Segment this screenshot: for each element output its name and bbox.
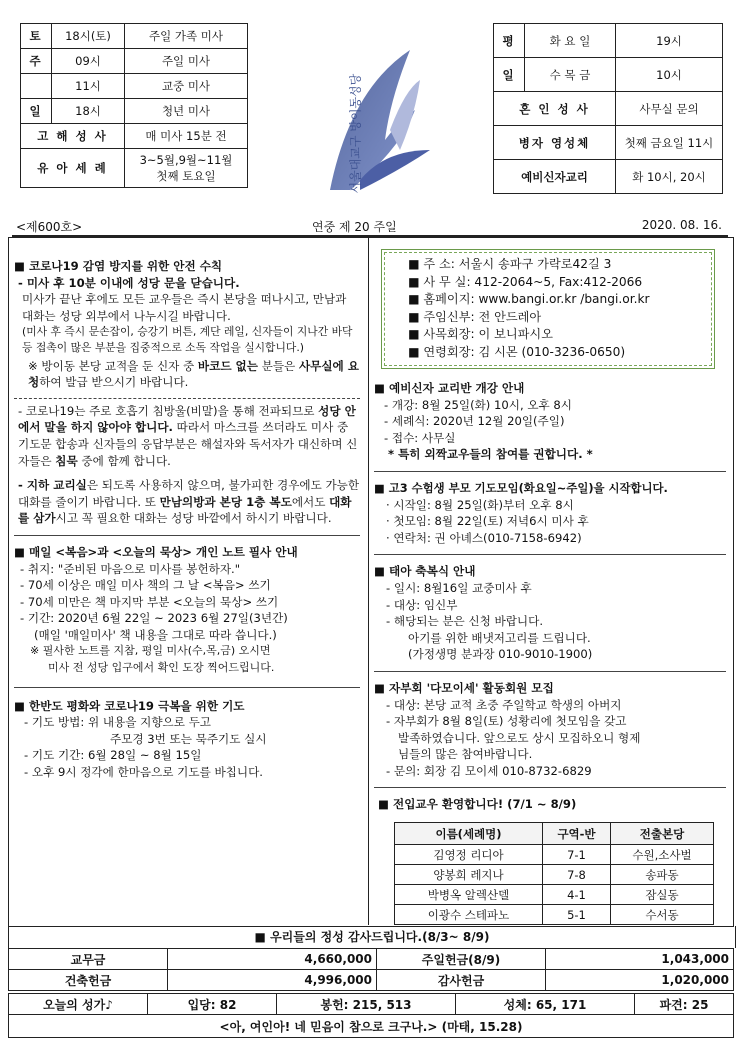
finance-label: 주일헌금(8/9) <box>377 949 546 970</box>
covid-p3-text: 중에 함께 합니다. <box>77 453 171 468</box>
right-column <box>374 380 726 813</box>
parish-address: ■ 주 소: 서울시 송파구 가락로42길 3 <box>408 257 612 271</box>
parish-pastor: ■ 주임신부: 전 안드레아 <box>408 309 542 324</box>
peace-prayer-line: - 기도 기간: 6월 28일 ~ 8월 15일 <box>24 748 202 763</box>
schedule-mass: 주일 가족 미사 <box>125 24 248 49</box>
schedule-mass: 교중 미사 <box>125 74 248 99</box>
transfer-parish: 송파동 <box>611 865 714 885</box>
covid-p4-text: 은 되도록 사용하지 않으며, 불가피한 경우에도 가능한 대화를 줄이기 바랍니다. 또 <box>18 478 360 509</box>
fathers-club-title: ■ 자부회 '다모이세' 활동회원 모집 <box>374 680 554 695</box>
transfer-name: 박병옥 알렉산델 <box>395 885 543 905</box>
catechumen-label: 예비신자교리 <box>494 160 616 194</box>
covid-note-bold: 사무실에 요청 <box>28 358 359 390</box>
weekday-label-1: 평 <box>494 24 525 58</box>
peace-prayer-line <box>24 764 360 781</box>
transfer-title: ■ 전입교우 환영합니다! (7/1 ~ 8/9) <box>378 797 577 812</box>
divider <box>374 554 726 555</box>
note-line: - 70세 미만은 책 마지막 부분 <오늘의 묵상> 쓰기 <box>20 594 279 609</box>
baby-blessing-line: 아기를 위한 배냇저고리를 드립니다. <box>408 630 591 645</box>
schedule-time: 18시 <box>52 99 125 124</box>
transfer-header: 이름(세례명) <box>395 823 543 845</box>
covid-barcode-note <box>28 358 360 391</box>
confession-label: 고 해 성 사 <box>21 124 125 149</box>
peace-prayer-title: ■ 한반도 평화와 코로나19 극복을 위한 기도 <box>14 698 245 713</box>
weekday-time: 10시 <box>616 58 723 92</box>
covid-p4-bold: 만남의방과 본당 1층 복도 <box>159 494 292 509</box>
covid-paragraph-1: 미사가 끝난 후에도 모든 교우들은 즉시 본당을 떠나시고, 만남과 대화는 성당 외부에서 나누시길 바랍니다. <box>22 292 347 323</box>
weekday-label-2: 일 <box>494 58 525 92</box>
covid-note-text: 하여 발급 받으시기 바랍니다. <box>39 375 189 390</box>
infant-baptism-months: 3~5월,9월~11월 <box>139 153 233 167</box>
column-divider <box>368 237 369 925</box>
sunday-label-1: 주 <box>21 49 52 74</box>
transfer-header: 전출본당 <box>611 823 714 845</box>
confession-value: 매 미사 15분 전 <box>125 124 248 149</box>
covid-note-text: 분들은 <box>257 358 299 373</box>
issue-number: <제600호> <box>16 220 83 234</box>
finance-amount: 1,020,000 <box>546 970 734 991</box>
covid-note-bold: 바코드 없는 <box>197 358 258 373</box>
baby-blessing-line: - 대상: 임신부 <box>386 597 458 612</box>
finance-label: 감사헌금 <box>377 970 546 991</box>
covid-p3-bold: 침묵 <box>55 453 78 468</box>
table-row <box>9 994 734 1015</box>
covid-subtitle: - 미사 후 10분 이내에 성당 문을 닫습니다. <box>18 275 240 290</box>
covid-title: ■ 코로나19 감염 방지를 위한 안전 수칙 <box>14 259 223 273</box>
gospel-verse: <아, 여인아! 네 믿음이 참으로 크구나.> (마태, 15.28) <box>9 1015 734 1038</box>
divider <box>14 398 360 399</box>
fathers-club-line: 발족하였습니다. 앞으로도 상시 모집하오니 형제 <box>398 730 641 745</box>
transfer-header: 구역-반 <box>543 823 611 845</box>
note-line: 미사 전 성당 입구에서 확인 도장 찍어드립니다. <box>48 661 275 675</box>
note-line: - 기간: 2020년 6월 22일 ~ 2023 6월 27일(3년간) <box>20 611 288 626</box>
fathers-club-line: - 대상: 본당 교적 초중 주일학교 학생의 아버지 <box>386 697 622 712</box>
covid-paragraph-2: (미사 후 즉시 문손잡이, 승강기 버튼, 계단 레일, 신자들이 지나간 바닥 등 접촉이 많은 부분을 집중적으로 소독 작업을 실시합니다.) <box>22 325 353 354</box>
catechumen-line: - 개강: 8월 25일(화) 10시, 오후 8시 <box>384 397 572 412</box>
divider <box>14 687 360 688</box>
covid-p3-text: 따라서 마스크를 쓰더라도 미사 중 기도문 합송과 신자들의 응답부분은 해설자와 독서자가 대신하며 신자들은 <box>18 420 358 468</box>
covid-p4-bold: - 지하 교리실 <box>18 478 87 493</box>
sick-communion-label: 병자 영성체 <box>494 126 616 160</box>
hymn-offertory: 봉헌: 215, 513 <box>277 994 456 1015</box>
left-column <box>14 258 360 781</box>
parish-logo <box>290 30 450 205</box>
table-row <box>395 865 714 885</box>
schedule-time: 09시 <box>52 49 125 74</box>
parish-logo-text: 서울대교구 방이동성당 <box>348 73 363 194</box>
fathers-club-line: 님들의 많은 참여바랍니다. <box>398 747 533 762</box>
covid-p4-text: 시고 꼭 필요한 대화는 성당 바깥에서 하시기 바랍니다. <box>55 511 332 526</box>
hymn-entry: 입당: 82 <box>148 994 277 1015</box>
hymn-recession: 파견: 25 <box>635 994 734 1015</box>
sunday-label-spacer <box>21 74 52 99</box>
catechumen-line: - 접수: 사무실 <box>384 430 456 445</box>
covid-paragraph-3 <box>18 403 360 469</box>
exam-prayer-line: · 시작일: 8월 25일(화)부터 오후 8시 <box>386 497 574 512</box>
weekday-days: 수 목 금 <box>525 58 616 92</box>
parish-homepage[interactable]: ■ 홈페이지: www.bangi.or.kr /bangi.or.kr <box>408 292 650 306</box>
divider <box>374 671 726 672</box>
infant-baptism-value <box>125 149 248 188</box>
divider <box>374 471 726 472</box>
schedule-time: 11시 <box>52 74 125 99</box>
infant-baptism-day: 첫째 토요일 <box>156 169 216 183</box>
transfer-parish: 수원,소사벌 <box>611 845 714 865</box>
weekday-days: 화 요 일 <box>525 24 616 58</box>
parish-info-box <box>381 249 715 369</box>
liturgical-week: 연중 제 20 주일 <box>312 220 397 234</box>
schedule-mass: 청년 미사 <box>125 99 248 124</box>
finance-table <box>8 948 734 991</box>
finance-amount: 4,996,000 <box>168 970 377 991</box>
transfer-district: 7-1 <box>543 845 611 865</box>
transfer-parish: 수서동 <box>611 905 714 925</box>
table-row <box>9 970 734 991</box>
finance-label: 건축헌금 <box>9 970 168 991</box>
finance-label: 교무금 <box>9 949 168 970</box>
exam-prayer-line: · 첫모임: 8월 22일(토) 저녁6시 미사 후 <box>386 514 589 529</box>
divider <box>14 535 360 536</box>
schedule-mass: 주일 미사 <box>125 49 248 74</box>
baby-blessing-line: - 일시: 8월16일 교중미사 후 <box>386 580 532 595</box>
transfer-district: 7-8 <box>543 865 611 885</box>
baby-blessing-title: ■ 태아 축복식 안내 <box>374 564 476 579</box>
catechumen-line: * 특히 외짝교우들의 참여를 권합니다. * <box>388 447 593 462</box>
table-row <box>395 885 714 905</box>
hymn-communion: 성체: 65, 171 <box>456 994 635 1015</box>
covid-p3-text: - 코로나19는 주로 호흡기 침방울(비말)을 통해 전파되므로 <box>18 403 319 418</box>
transfer-table <box>394 822 714 925</box>
note-line: (매일 '매일미사' 책 내용을 그대로 따라 씁니다.) <box>34 627 277 642</box>
finance-amount: 1,043,000 <box>546 949 734 970</box>
weekday-schedule-table <box>493 23 723 194</box>
sunday-label-2: 일 <box>21 99 52 124</box>
finance-title: ■ 우리들의 정성 감사드립니다.(8/3~ 8/9) <box>8 926 736 948</box>
catechumen-value: 화 10시, 20시 <box>616 160 723 194</box>
issue-date: 2020. 08. 16. <box>641 218 722 232</box>
fathers-club-line: - 자부회가 8월 8일(토) 성황리에 첫모임을 갖고 <box>386 714 627 729</box>
covid-paragraph-4 <box>18 477 360 527</box>
transfer-district: 4-1 <box>543 885 611 905</box>
infant-baptism-label: 유 아 세 례 <box>21 149 125 188</box>
note-title: ■ 매일 <복음>과 <오늘의 묵상> 개인 노트 필사 안내 <box>14 544 298 559</box>
table-row <box>395 845 714 865</box>
transfer-district: 5-1 <box>543 905 611 925</box>
schedule-time: 18시(토) <box>52 24 125 49</box>
hymn-label: 오늘의 성가♪ <box>9 994 148 1015</box>
divider <box>374 787 726 788</box>
saturday-label: 토 <box>21 24 52 49</box>
parish-council-president: ■ 사목회장: 이 보니파시오 <box>408 327 553 341</box>
covid-note-text: ※ 방이동 본당 교적을 둔 신자 중 <box>28 358 198 373</box>
transfer-name: 이광수 스테파노 <box>395 905 543 925</box>
parish-logo-icon <box>290 30 450 205</box>
note-line: ※ 필사한 노트를 지참, 평일 미사(수,목,금) 오시면 <box>30 644 271 658</box>
parish-phone: ■ 사 무 실: 412-2064~5, Fax:412-2066 <box>408 274 643 289</box>
finance-amount: 4,660,000 <box>168 949 377 970</box>
catechumen-title: ■ 예비신자 교리반 개강 안내 <box>374 381 525 395</box>
note-line: - 취지: "준비된 마음으로 미사를 봉헌하자." <box>20 561 241 576</box>
covid-p4-text: 에서도 <box>291 494 330 509</box>
covid-p3-bold: 성당 안에서 말을 하지 않아야 합니다. <box>18 403 356 435</box>
table-row <box>395 905 714 925</box>
issue-bar <box>12 216 728 237</box>
table-row <box>9 949 734 970</box>
baby-blessing-line: (가정생명 분과장 010-9010-1900) <box>408 647 593 662</box>
transfer-parish: 잠실동 <box>611 885 714 905</box>
covid-p4-bold: 대화를 삼가 <box>18 494 352 526</box>
peace-prayer-line: 주모경 3번 또는 묵주기도 실시 <box>110 731 267 746</box>
exam-prayer-line: · 연락처: 권 아녜스(010-7158-6942) <box>386 530 582 545</box>
wedding-value: 사무실 문의 <box>616 92 723 126</box>
parish-funeral-president: ■ 연령회장: 김 시몬 (010-3236-0650) <box>408 344 626 359</box>
peace-prayer-line: - 기도 방법: 위 내용을 지향으로 두고 <box>24 715 211 730</box>
mass-schedule-table <box>20 23 248 188</box>
transfer-name: 김영정 리디아 <box>395 845 543 865</box>
wedding-label: 혼 인 성 사 <box>494 92 616 126</box>
transfer-name: 양봉희 레지나 <box>395 865 543 885</box>
sick-communion-value: 첫째 금요일 11시 <box>616 126 723 160</box>
catechumen-line: - 세례식: 2020년 12월 20일(주일) <box>384 414 565 429</box>
exam-prayer-title: ■ 고3 수험생 부모 기도모임(화요일~주일)을 시작합니다. <box>374 480 668 495</box>
note-line: - 70세 이상은 매일 미사 책의 그 날 <복음> 쓰기 <box>20 578 271 593</box>
weekday-time: 19시 <box>616 24 723 58</box>
baby-blessing-line: - 해당되는 분은 신청 바랍니다. <box>386 614 544 629</box>
hymn-table <box>8 993 734 1038</box>
fathers-club-line: - 문의: 회장 김 모이세 010-8732-6829 <box>386 763 592 778</box>
peace-prayer-time: - 오후 9시 정각에 한마음으로 기도를 바칩니다. <box>24 765 263 780</box>
